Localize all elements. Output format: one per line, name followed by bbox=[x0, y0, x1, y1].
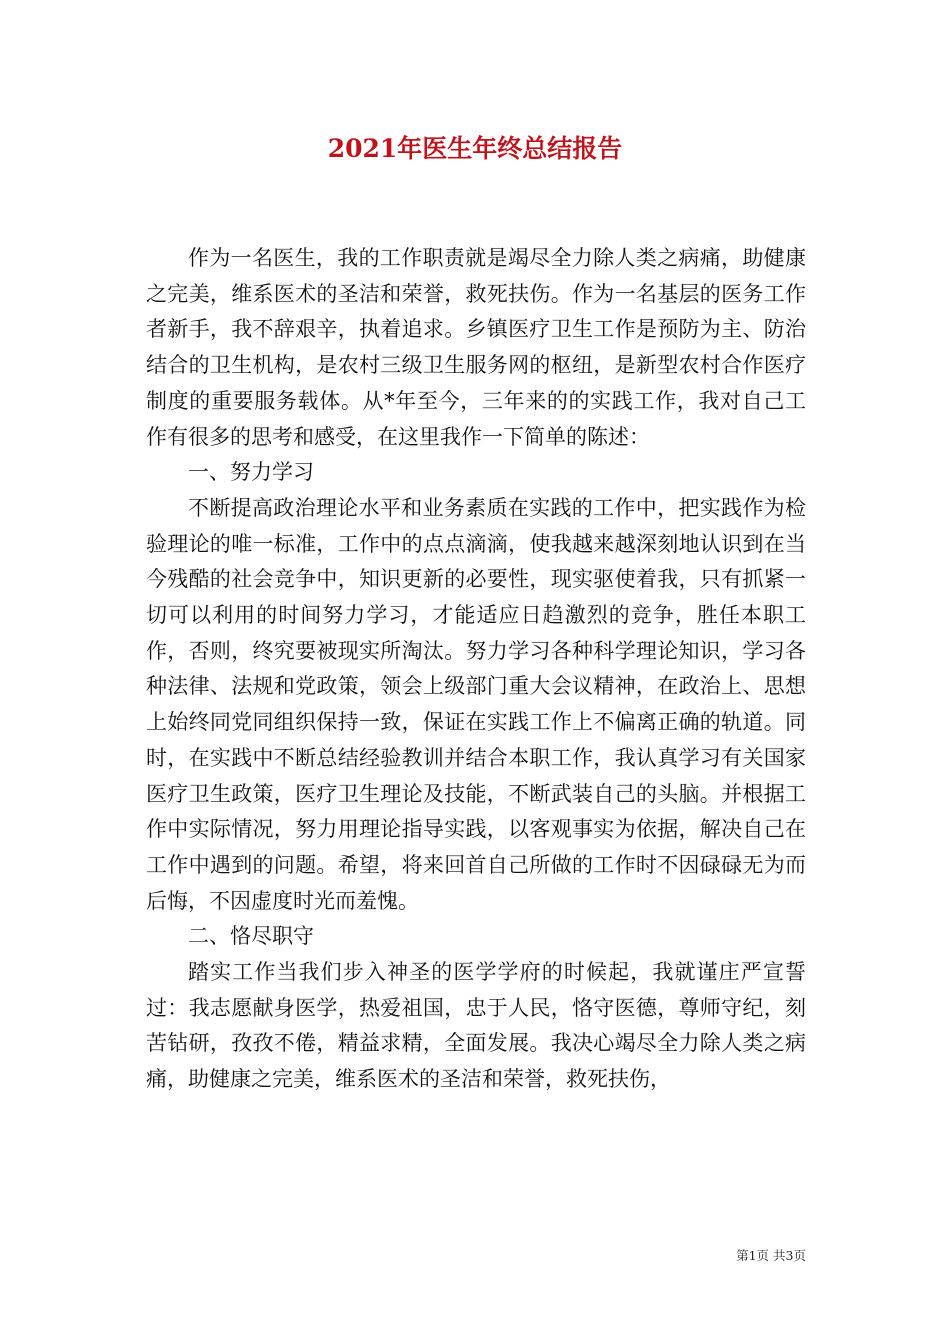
section-heading-duty: 二、恪尽职守 bbox=[188, 924, 314, 949]
paragraph-study: 不断提高政治理论水平和业务素质在实践的工作中，把实践作为检验理论的唯一标准，工作中的点点滴滴，使我越来越深刻地认识到在当今残酷的社会竞争中，知识更新的必要性，现实驱使着我，只有抓紧一切可以利用的时间努力学习，才能适应日趋激烈的竞争，胜任本职工作，否则，终究要被现实所淘汰。努力学习各种科学理论知识，学习各种法律、法规和党政策，领会上级部门重大会议精神，在政治上、思想上始终同党同组织保持一致，保证在实践工作上不偏离正确的轨道。同时，在实践中不断总结经验教训并结合本职工作，我认真学习有关国家医疗卫生政策，医疗卫生理论及技能，不断武装自己的头脑。并根据工作中实际情况，努力用理论指导实践，以客观事实为依据，解决自己在工作中遇到的问题。希望，将来回首自己所做的工作时不因碌碌无为而后悔，不因虚度时光而羞愧。 bbox=[146, 495, 806, 913]
page-number: 第1页 共3页 bbox=[736, 1248, 806, 1263]
document-body bbox=[146, 241, 806, 1098]
section-heading-study: 一、努力学习 bbox=[188, 460, 314, 485]
document-title: 2021年医生年终总结报告 bbox=[327, 134, 623, 163]
paragraph-duty: 踏实工作当我们步入神圣的医学学府的时候起，我就谨庄严宣誓过：我志愿献身医学，热爱祖国，忠于人民，恪守医德，尊师守纪，刻苦钻研，孜孜不倦，精益求精，全面发展。我决心竭尽全力除人类之病痛，助健康之完美，维系医术的圣洁和荣誉，救死扶伤， bbox=[146, 960, 806, 1092]
paragraph-intro: 作为一名医生，我的工作职责就是竭尽全力除人类之病痛，助健康之完美，维系医术的圣洁和荣誉，救死扶伤。作为一名基层的医务工作者新手，我不辞艰辛，执着追求。乡镇医疗卫生工作是预防为主、防治结合的卫生机构，是农村三级卫生服务网的枢纽，是新型农村合作医疗制度的重要服务载体。从*年至今，三年来的的实践工作，我对自己工作有很多的思考和感受，在这里我作一下简单的陈述： bbox=[146, 246, 806, 449]
